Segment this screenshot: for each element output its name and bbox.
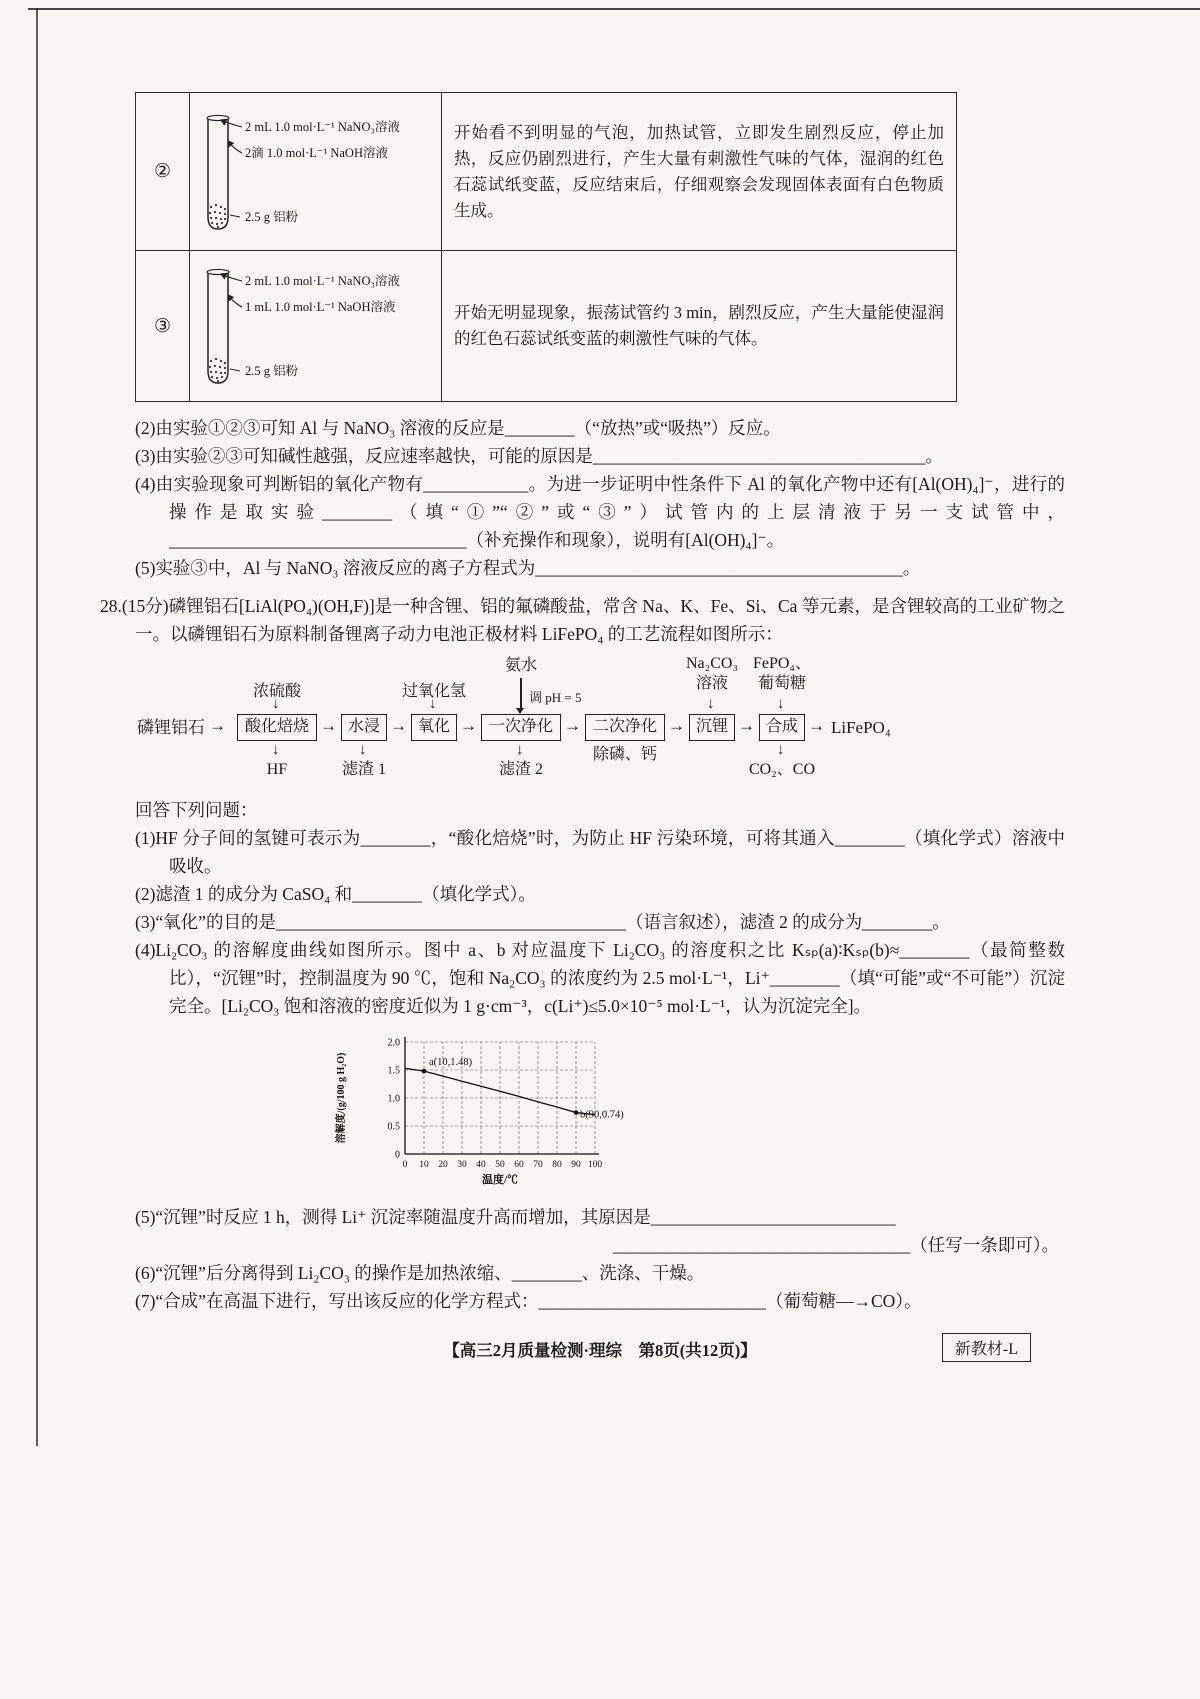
svg-text:80: 80 <box>552 1160 562 1170</box>
flow-source-material: 磷锂铝石 <box>137 718 205 737</box>
svg-text:0.5: 0.5 <box>387 1121 400 1133</box>
solubility-chart <box>330 1032 640 1195</box>
flow-input-sulfuric-acid: 浓硫酸 <box>252 683 301 700</box>
flow-step-synthesis: 合成 <box>759 714 805 741</box>
flow-output-residue1: 滤渣 1 <box>341 761 386 778</box>
question-28-part2: (2)滤渣 1 的成分为 CaSO₄ 和________（填化学式）。 <box>135 884 536 904</box>
test-tube-outline <box>208 119 228 229</box>
aluminum-powder-icon <box>209 358 226 382</box>
arrow-right-icon: → <box>320 716 337 735</box>
flow-note-remove-p-ca: 除磷、钙 <box>592 746 657 763</box>
label-arrow <box>228 295 242 307</box>
test-tube-diagram <box>190 97 442 247</box>
flow-step-water-leaching: 水浸 <box>341 714 387 741</box>
label-arrow <box>221 120 242 127</box>
arrow-down-icon: ↓ <box>359 742 367 758</box>
test-tube-outline <box>208 273 228 383</box>
arrow-down-icon: ↓ <box>429 696 437 712</box>
svg-text:溶解度/(g/100 g H₂O): 溶解度/(g/100 g H₂O) <box>336 1052 347 1144</box>
arrow-down-icon: ↓ <box>777 696 785 712</box>
label-arrow <box>221 274 242 281</box>
flow-step-lithium-precipitation: 沉锂 <box>689 714 735 741</box>
arrow-right-icon: → <box>209 716 226 735</box>
svg-text:50: 50 <box>495 1160 505 1170</box>
arrow-right-icon: → <box>738 716 755 735</box>
arrow-right-icon: → <box>668 716 685 735</box>
arrow-right-icon: → <box>390 716 407 735</box>
question-28-part5-note: __________________________________（任写一条即可）。 <box>612 1235 1059 1255</box>
arrow-down-icon: ↓ <box>272 696 280 712</box>
flow-input-line2: 溶液 <box>695 675 728 692</box>
question-27-part5: (5)实验③中，Al 与 NaNO₃ 溶液反应的离子方程式为__________________________________________。 <box>135 558 921 578</box>
svg-text:10: 10 <box>419 1160 429 1170</box>
question-27-part4: (4)由实验现象可判断铝的氧化产物有____________。为进一步证明中性条件下 Al 的氧化产物中还有[Al(OH)₄]⁻，进行的操作是取实验________（填“①”“②”或“③”）试管内的上层清液于另一支试管中，__________________________________（补充操作和现象），说明有[Al(OH)₄]⁻。 <box>135 474 1065 550</box>
flow-product: LiFePO₄ <box>831 718 891 737</box>
arrow-right-icon: → <box>564 716 581 735</box>
question-28-intro: 28.(15分)磷锂铝石[LiAl(PO₄)(OH,F)]是一种含锂、铝的氟磷酸盐，常含 Na、K、Fe、Si、Ca 等元素，是含锂较高的工业矿物之一。以磷锂铝石为原料制备锂离子动力电池正极材料 LiFePO₄ 的工艺流程如图所示： <box>100 596 1065 644</box>
flow-step-oxidation: 氧化 <box>411 714 457 741</box>
flow-output-hf: HF <box>266 761 288 778</box>
aluminum-powder-icon <box>209 203 226 227</box>
svg-text:温度/℃: 温度/℃ <box>481 1174 519 1186</box>
question-27-part3: (3)由实验②③可知碱性越强，反应速率越快，可能的原因是______________________________________。 <box>135 446 943 466</box>
svg-text:b(90,0.74): b(90,0.74) <box>580 1109 624 1121</box>
svg-text:60: 60 <box>514 1160 524 1170</box>
flow-output-co2-co: CO₂、CO <box>748 761 816 778</box>
svg-text:0: 0 <box>395 1149 400 1161</box>
table-row <box>136 93 957 251</box>
svg-text:1.0: 1.0 <box>387 1093 400 1105</box>
flow-input-fepo4-glucose <box>742 654 822 694</box>
answer-prompt: 回答下列问题： <box>135 800 258 820</box>
question-28-part3: (3)“氧化”的目的是________________________________________（语言叙述），滤渣 2 的成分为________。 <box>135 912 950 932</box>
tube-label-naoh: 1 mL 1.0 mol·L⁻¹ NaOH溶液 <box>245 300 396 314</box>
edition-tag: 新教材-L <box>942 1333 1031 1362</box>
tube-label-aluminum: 2.5 g 铝粉 <box>245 364 299 378</box>
svg-text:2.0: 2.0 <box>387 1037 400 1049</box>
question-28-part5: (5)“沉锂”时反应 1 h，测得 Li⁺ 沉淀率随温度升高而增加，其原因是____________________________ <box>135 1207 896 1227</box>
tube-label-naoh: 2滴 1.0 mol·L⁻¹ NaOH溶液 <box>245 145 388 160</box>
test-tube-mouth <box>207 269 229 274</box>
svg-text:20: 20 <box>438 1160 448 1170</box>
footer-text: 【高三2月质量检测·理综 第8页(共12页)】 <box>443 1341 757 1360</box>
tube-label-nano3: 2 mL 1.0 mol·L⁻¹ NaNO₃溶液 <box>245 274 400 288</box>
page-footer <box>135 1337 1065 1361</box>
svg-text:a(10,1.48): a(10,1.48) <box>429 1057 473 1069</box>
svg-text:40: 40 <box>476 1160 486 1170</box>
flow-output-residue2: 滤渣 2 <box>498 761 543 778</box>
flow-step-first-purification: 一次净化 <box>481 714 561 741</box>
question-28-part6: (6)“沉锂”后分离得到 Li₂CO₃ 的操作是加热浓缩、________、洗涤、干燥。 <box>135 1263 705 1283</box>
arrow-line <box>520 678 522 709</box>
label-line <box>230 369 240 371</box>
table-row <box>136 251 957 402</box>
label-line <box>230 215 240 217</box>
test-tube-mouth <box>207 115 229 120</box>
arrow-down-icon: ↓ <box>777 742 785 758</box>
svg-text:90: 90 <box>571 1160 581 1170</box>
experiment-number: ② <box>153 161 172 182</box>
experiment-number: ③ <box>153 315 172 337</box>
flow-input-line1: Na₂CO₃ <box>685 655 739 672</box>
flow-step-acid-roasting: 酸化焙烧 <box>237 714 317 741</box>
flow-note-ph: 调 pH = 5 <box>529 690 582 705</box>
tube-label-aluminum: 2.5 g 铝粉 <box>245 209 299 224</box>
svg-text:70: 70 <box>533 1160 543 1170</box>
svg-text:1.5: 1.5 <box>387 1065 400 1077</box>
arrow-right-icon: → <box>808 716 825 735</box>
arrow-down-icon: ↓ <box>516 742 524 758</box>
arrow-down-icon: ↓ <box>707 696 715 712</box>
observation-text: 开始无明显现象，振荡试管约 3 min，剧烈反应，产生大量能使湿润的红色石蕊试纸变蓝的刺激性气味的气体。 <box>454 303 944 348</box>
question-28-part4: (4)Li₂CO₃ 的溶解度曲线如图所示。图中 a、b 对应温度下 Li₂CO₃ 的溶度积之比 Kₛₚ(a)∶Kₛₚ(b)≈________（最简整数比），“沉锂”时，控制温度为 90 ℃，饱和 Na₂CO₃ 的浓度约为 2.5 mol·L⁻¹，Li⁺________（填“可能”或“不可能”）沉淀完全。[Li₂CO₃ 饱和溶液的密度近似为 1 g·cm⁻³，c(Li⁺)≤5.0×10⁻⁵ mol·L⁻¹，认为沉淀完全]。 <box>135 940 1065 1016</box>
label-arrow <box>228 141 242 153</box>
question-28-part7: (7)“合成”在高温下进行，写出该反应的化学方程式：__________________________（葡萄糖—→CO）。 <box>135 1291 922 1311</box>
flow-input-hydrogen-peroxide: 过氧化氢 <box>401 683 466 700</box>
flow-input-line1: FePO₄、 <box>752 655 812 672</box>
scan-artifact-top-edge <box>28 8 1200 10</box>
svg-text:30: 30 <box>457 1160 467 1170</box>
question-27-part2: (2)由实验①②③可知 Al 与 NaNO₃ 溶液的反应是________（“放热”或“吸热”）反应。 <box>135 418 781 438</box>
observation-text: 开始看不到明显的气泡，加热试管，立即发生剧烈反应，停止加热，反应仍剧烈进行，产生大量有刺激性气味的气体，湿润的红色石蕊试纸变蓝，反应结束后，仔细观察会发现固体表面有白色物质生成。 <box>454 122 944 220</box>
flow-step-second-purification: 二次净化 <box>585 714 665 741</box>
experiment-table <box>135 92 957 402</box>
flow-input-sodium-carbonate <box>671 654 753 694</box>
process-flow-diagram <box>137 654 1065 792</box>
test-tube-diagram <box>190 251 442 401</box>
svg-text:0: 0 <box>402 1160 408 1170</box>
flow-input-ammonia: 氨水 <box>504 657 537 674</box>
arrow-down-icon: ↓ <box>272 742 280 758</box>
solubility-chart-svg <box>330 1032 640 1190</box>
scan-artifact-left-edge <box>36 8 38 1446</box>
tube-label-nano3: 2 mL 1.0 mol·L⁻¹ NaNO₃溶液 <box>245 119 400 134</box>
question-28-part1: (1)HF 分子间的氢键可表示为________，“酸化焙烧”时，为防止 HF 污染环境，可将其通入________（填化学式）溶液中吸收。 <box>135 828 1065 876</box>
arrow-right-icon: → <box>460 716 477 735</box>
question-27-section <box>135 414 1065 582</box>
exam-page <box>100 92 1065 1361</box>
flow-input-line2: 葡萄糖 <box>757 675 806 692</box>
svg-text:100: 100 <box>587 1160 603 1170</box>
